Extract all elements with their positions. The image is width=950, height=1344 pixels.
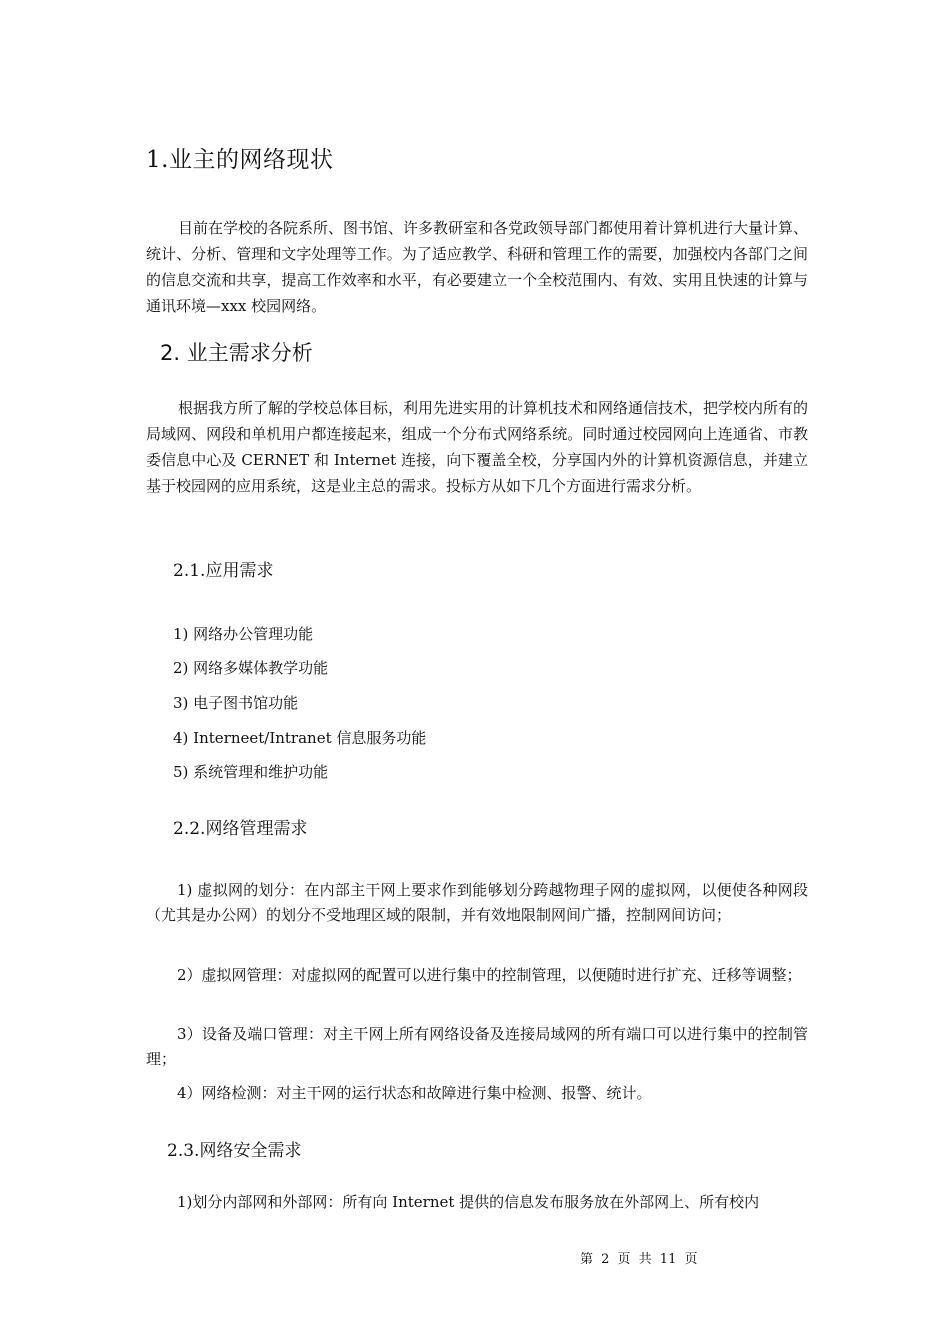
list-item: 1)划分内部网和外部网：所有向 Internet 提供的信息发布服务放在外部网上、所有校内 [177,1193,760,1211]
list-item: 3) 电子图书馆功能 [173,694,299,712]
list-item: 3）设备及端口管理：对主干网上所有网络设备及连接局域网的所有端口可以进行集中的控制管理； [146,1025,808,1068]
list-item: 4) Interneet/Intranet 信息服务功能 [173,729,427,747]
list-item: 1) 网络办公管理功能 [173,625,314,643]
list-item: 2) 网络多媒体教学功能 [173,659,329,677]
list-item: 5) 系统管理和维护功能 [173,763,329,781]
section-2-paragraph: 根据我方所了解的学校总体目标，利用先进实用的计算机技术和网络通信技术，把学校内所有的局域网、网段和单机用户都连接起来，组成一个分布式网络系统。同时通过校园网向上连通省、市教委信息中心及 CERNET 和 Internet 连接，向下覆盖全校，分享国内外的计算机资源信息，并建立基于校园网的应用系统，这是业主总的需求。投标方从如下几个方面进行需求分析。 [146,399,809,495]
list-item: 1) 虚拟网的划分：在内部主干网上要求作到能够划分跨越物理子网的虚拟网，以便使各种网段（尤其是办公网）的划分不受地理区域的限制，并有效地限制网间广播，控制网间访问； [146,881,808,924]
section-2-3-heading: 2.3.网络安全需求 [167,1141,302,1161]
section-1-paragraph: 目前在学校的各院系所、图书馆、许多教研室和各党政领导部门都使用着计算机进行大量计算、统计、分析、管理和文字处理等工作。为了适应教学、科研和管理工作的需要，加强校内各部门之间的信息交流和共享，提高工作效率和水平，有必要建立一个全校范围内、有效、实用且快速的计算与通讯环境—xxx 校园网络。 [146,219,809,315]
section-2-heading: 2. 业主需求分析 [160,341,313,365]
page-footer: 第 2 页 共 11 页 [580,1252,698,1267]
list-item: 2）虚拟网管理：对虚拟网的配置可以进行集中的控制管理，以便随时进行扩充、迁移等调整； [177,966,802,984]
section-2-2-heading: 2.2.网络管理需求 [173,819,308,839]
list-item: 4）网络检测：对主干网的运行状态和故障进行集中检测、报警、统计。 [177,1084,652,1102]
section-2-1-heading: 2.1.应用需求 [173,561,274,581]
section-1-heading: 1.业主的网络现状 [146,147,334,173]
